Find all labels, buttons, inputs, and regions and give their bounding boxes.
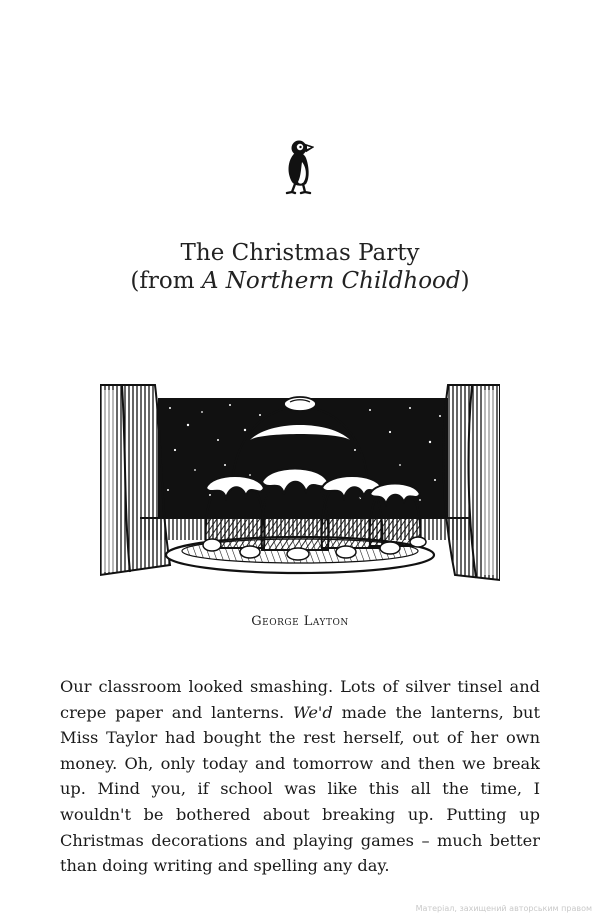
story-source xyxy=(0,266,600,296)
story-title: The Christmas Party xyxy=(180,240,420,266)
story-paragraph xyxy=(60,674,540,879)
source-book-title: A Northern Childhood xyxy=(201,268,461,294)
paragraph-text-start: Our classroom looked smashing. Lots of silver tinsel and crepe paper and lanterns. xyxy=(60,677,540,722)
copyright-watermark: Матеріал, захищений авторським правом xyxy=(415,904,592,913)
paragraph-emphasis: We'd xyxy=(293,702,333,722)
christmas-pudding-illustration xyxy=(100,380,500,585)
source-suffix: ) xyxy=(460,268,470,294)
puffin-logo-icon xyxy=(276,132,324,198)
source-prefix: (from xyxy=(130,268,202,294)
paragraph-text-end: made the lanterns, but Miss Taylor had bought the rest herself, out of her own money. Oh, only today and tomorrow and then we break up. Mind you, if school was like this all the time, I wouldn't be bothered about breaking up. Putting up Christmas decorations and playing games – much better than doing writing and spelling any day. xyxy=(60,702,540,876)
author-name: George Layton xyxy=(251,614,349,629)
